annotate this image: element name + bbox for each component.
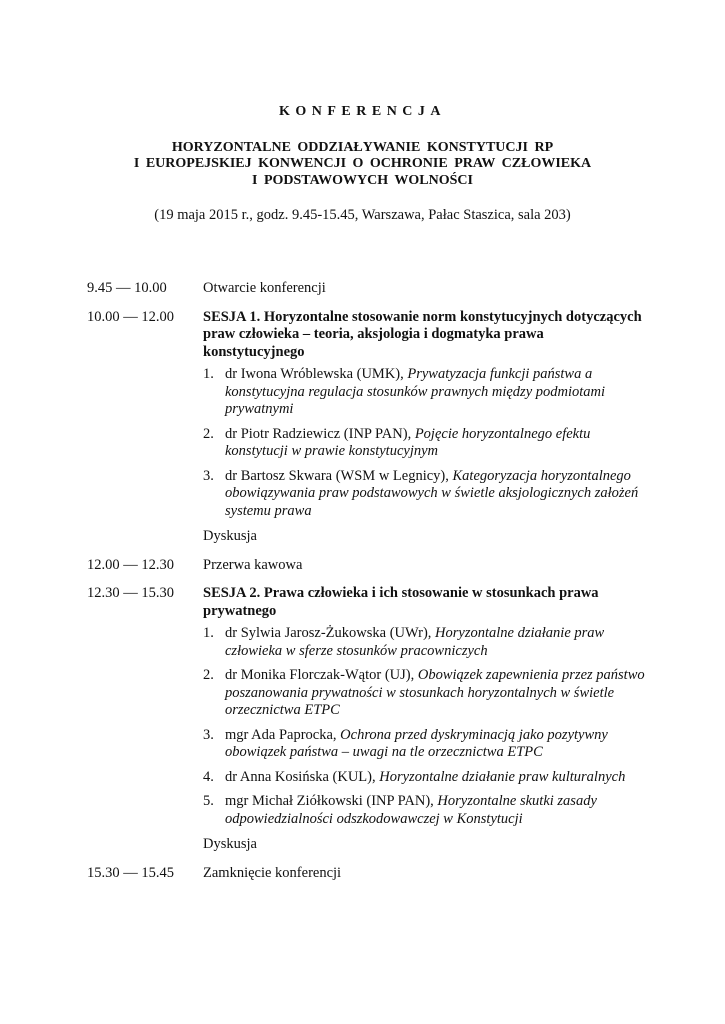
agenda-row-session-1 [87,309,647,546]
title-line-1: HORYZONTALNE ODDZIAŁYWANIE KONSTYTUCJI RP [171,139,554,155]
agenda-row-session-2 [87,585,647,854]
time-slot: 9.45 — 10.00 [87,280,167,296]
talk-text [225,793,647,828]
talk-speaker: mgr Ada Paprocka, [225,726,341,743]
session-1-discussion: Dyskusja [203,528,257,544]
talk-text [225,667,647,720]
agenda-label: Przerwa kawowa [203,556,303,573]
talk-text [225,426,647,461]
talk-item [203,468,647,521]
talk-item [203,667,647,720]
talk-title: Obowiązek zapewnienia przez państwo poszanowania prywatności w stosunkach horyzontalnych w świetle orzecznictwa ETPC [225,667,645,718]
agenda-row-break [87,557,647,575]
agenda-row-opening [87,280,647,298]
talk-title: Horyzontalne działanie praw człowieka w sferze stosunków pracowniczych [225,625,605,659]
talk-text [225,625,647,660]
talk-title: Kategoryzacja horyzontalnego obowiązywania praw podstawowych w świetle aksjologicznych założeń systemu prawa [225,467,639,519]
talk-title: Pojęcie horyzontalnego efektu konstytucji w prawie konstytucyjnym [225,425,591,459]
talk-item [203,625,647,660]
talk-text [225,366,647,419]
agenda-label: Zamknięcie konferencji [203,864,342,881]
talk-title: Horyzontalne skutki zasady odpowiedzialności odszkodowawczej w Konstytucji [225,793,597,827]
talk-speaker: mgr Michał Ziółkowski (INP PAN), [225,793,438,809]
talk-number: 3. [203,467,214,484]
time-slot: 12.00 — 12.30 [87,556,174,573]
session-1-title: SESJA 1. Horyzontalne stosowanie norm konstytucyjnych dotyczących praw człowieka – teoria, aksjologia i dogmatyka prawa konstytucyjnego [203,308,642,360]
talk-number: 3. [203,726,214,743]
conference-details: (19 maja 2015 r., godz. 9.45-15.45, Warszawa, Pałac Staszica, sala 203) [154,207,571,223]
talk-item [203,727,647,762]
talk-speaker: dr Piotr Radziewicz (INP PAN), [225,425,415,442]
talk-number: 4. [203,768,214,785]
talk-number: 1. [203,625,214,641]
talk-speaker: dr Anna Kosińska (KUL), [225,768,380,785]
session-1-content [203,309,647,546]
title-line-3: I PODSTAWOWYCH WOLNOŚCI [252,172,473,188]
agenda-label: Otwarcie konferencji [203,280,326,296]
conference-title [0,140,725,190]
document-header [0,103,725,225]
talk-item [203,426,647,461]
talk-number: 2. [203,667,214,683]
talk-text [225,468,647,521]
session-2-title: SESJA 2. Prawa człowieka i ich stosowanie w stosunkach prawa prywatnego [203,585,599,619]
session-2-content [203,585,647,854]
agenda [87,280,647,893]
conference-label: KONFERENCJA [278,104,447,119]
agenda-row-closing [87,865,647,883]
talk-title: Ochrona przed dyskryminacją jako pozytywny obowiązek państwa – uwagi na tle orzecznictwa ETPC [225,726,608,760]
talk-number: 1. [203,366,214,382]
talk-item [203,366,647,419]
talk-number: 2. [203,425,214,442]
talk-item [203,793,647,828]
talk-speaker: dr Sylwia Jarosz-Żukowska (UWr), [225,625,436,641]
talk-number: 5. [203,793,214,809]
time-slot: 12.30 — 15.30 [87,585,174,601]
talk-text [225,769,647,787]
talk-item [203,769,647,787]
talk-title: Prywatyzacja funkcji państwa a konstytucyjna regulacja stosunków prawnych między podmiotami prywatnymi [225,366,606,417]
talk-speaker: dr Bartosz Skwara (WSM w Legnicy), [225,467,453,484]
talk-title: Horyzontalne działanie praw kulturalnych [379,768,626,785]
session-2-talks [203,625,647,828]
session-2-discussion: Dyskusja [203,836,257,852]
talk-text [225,727,647,762]
title-line-2: I EUROPEJSKIEJ KONWENCJI O OCHRONIE PRAW CZŁOWIEKA [133,156,592,171]
session-1-talks [203,366,647,520]
talk-speaker: dr Iwona Wróblewska (UMK), [225,366,408,382]
talk-speaker: dr Monika Florczak-Wątor (UJ), [225,667,418,683]
time-slot: 10.00 — 12.00 [87,308,174,325]
time-slot: 15.30 — 15.45 [87,864,174,881]
